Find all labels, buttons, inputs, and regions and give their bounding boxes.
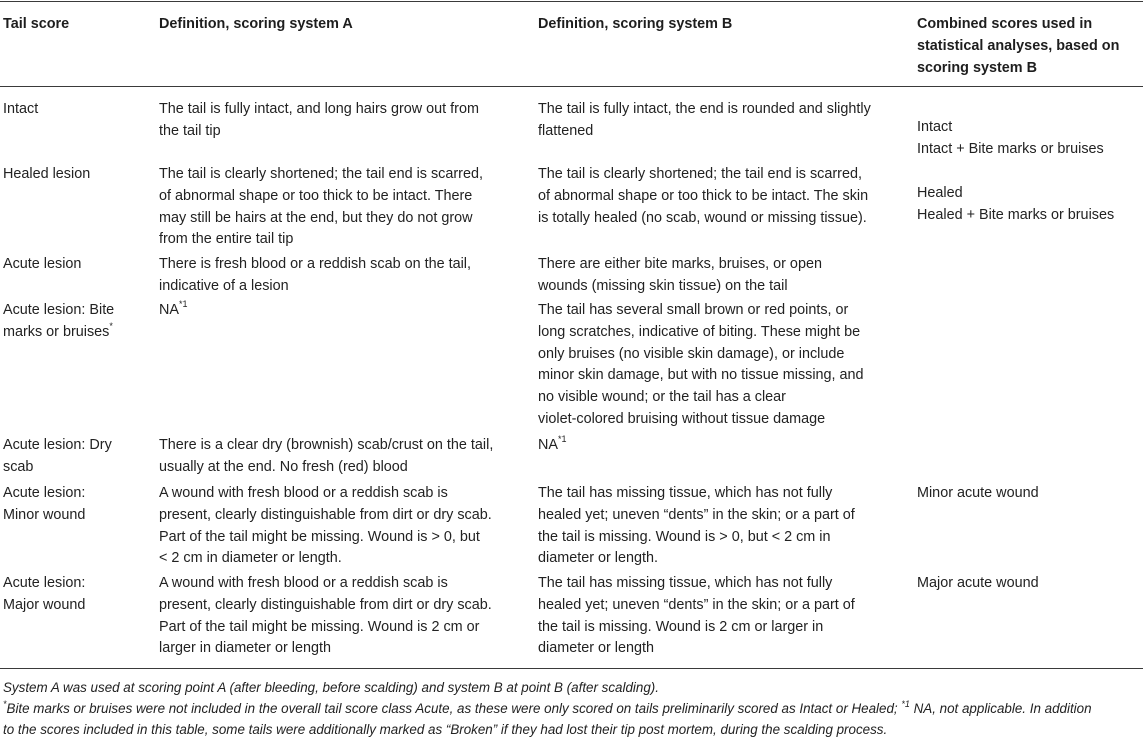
cell-line: of abnormal shape or too thick to be intact. The skin	[538, 187, 869, 204]
cell-line: < 2 cm in diameter or length.	[159, 550, 342, 567]
cell-line: present, clearly distinguishable from dirt or dry scab.	[159, 506, 492, 523]
cell-line: Acute lesion:	[3, 485, 86, 501]
bottom-rule	[0, 668, 1143, 669]
footnote-broken: to the scores included in this table, some tails were additionally marked as “Broken” if they had lost their tip post mortem, during the scalding process.	[3, 722, 888, 737]
row-intact-score	[3, 99, 38, 121]
cell-line: Part of the tail might be missing. Wound is 2 cm or	[159, 618, 480, 635]
row-minor-wound-b	[538, 483, 855, 570]
cell-line: healed yet; uneven “dents” in the skin; or a part of	[538, 596, 855, 613]
cell-line: Minor acute wound	[917, 485, 1039, 501]
header-combined	[917, 14, 1119, 79]
footnote-text: NA, not applicable. In addition	[909, 701, 1092, 716]
footnote-mark: *	[3, 698, 7, 709]
row-minor-wound-a	[159, 483, 492, 570]
cell-line: long scratches, indicative of biting. These might be	[538, 323, 861, 340]
row-acute-b	[538, 254, 822, 298]
cell-line: only bruises (no visible skin damage), or include	[538, 345, 845, 362]
cell-line: healed yet; uneven “dents” in the skin; or a part of	[538, 506, 855, 523]
cell-line: minor skin damage, but with no tissue missing, and	[538, 367, 864, 384]
row-minor-wound-combined	[917, 483, 1039, 505]
cell-text: NA	[159, 302, 179, 318]
cell-line: the tail is missing. Wound is 2 cm or larger in	[538, 618, 824, 635]
cell-line: Acute lesion: Dry	[3, 437, 112, 453]
header-system-b: Definition, scoring system B	[538, 16, 733, 32]
row-dry-scab-b	[538, 435, 567, 457]
cell-line	[538, 435, 567, 457]
cell-line: The tail is fully intact, the end is rounded and slightly	[538, 101, 871, 117]
cell-line: violet-colored bruising without tissue damage	[538, 410, 826, 427]
row-intact-b	[538, 99, 871, 143]
row-major-wound-a	[159, 573, 492, 660]
header-combined-line: scoring system B	[917, 59, 1037, 76]
cell-line: present, clearly distinguishable from dirt or dry scab.	[159, 596, 492, 613]
cell-line: There is fresh blood or a reddish scab on the tail,	[159, 256, 471, 272]
header-tail-score: Tail score	[3, 16, 70, 32]
cell-line: scab	[3, 458, 34, 475]
cell-line: is totally healed (no scab, wound or missing tissue).	[538, 209, 867, 226]
cell-line: Healed lesion	[3, 166, 91, 182]
cell-text: NA	[538, 437, 558, 453]
footnote-bite	[3, 698, 1092, 720]
row-healed-b	[538, 164, 868, 229]
cell-line: The tail has several small brown or red points, or	[538, 302, 849, 318]
cell-line: The tail has missing tissue, which has not fully	[538, 575, 833, 591]
footnote-text: Bite marks or bruises were not included in the overall tail score class Acute, as these were only scored on tails preliminarily scored as Intact or Healed;	[6, 701, 902, 716]
row-major-wound-combined	[917, 573, 1039, 595]
cell-line: Healed + Bite marks or bruises	[917, 206, 1115, 223]
cell-line: usually at the end. No fresh (red) blood	[159, 458, 408, 475]
footnote-system: System A was used at scoring point A (after bleeding, before scalding) and system B at point B (after scalding).	[3, 680, 659, 695]
cell-line: The tail is clearly shortened; the tail end is scarred,	[538, 166, 862, 182]
cell-line: no visible wound; or the tail has a clear	[538, 389, 786, 406]
footnote-mark: *1	[901, 698, 910, 709]
cell-line: Healed	[917, 185, 963, 201]
cell-line: A wound with fresh blood or a reddish scab is	[159, 485, 448, 501]
row-acute-score	[3, 254, 81, 276]
row-acute-a	[159, 254, 471, 298]
row-bite-b	[538, 300, 864, 431]
header-rule	[0, 86, 1143, 87]
row-healed-score	[3, 164, 90, 186]
row-major-wound-b	[538, 573, 855, 660]
cell-line: from the entire tail tip	[159, 231, 294, 248]
footnote-mark: *	[109, 321, 113, 331]
row-bite-a	[159, 300, 188, 322]
combined-group-healed	[917, 183, 1114, 227]
cell-line: Intact	[917, 119, 953, 135]
cell-line: Major acute wound	[917, 575, 1039, 591]
cell-line: of abnormal shape or too thick to be intact. There	[159, 187, 473, 204]
cell-line: Acute lesion: Bite	[3, 302, 115, 318]
cell-line: diameter or length	[538, 640, 654, 657]
cell-line: The tail is fully intact, and long hairs grow out from	[159, 101, 479, 117]
cell-line: Major wound	[3, 596, 86, 613]
cell-line: larger in diameter or length	[159, 640, 331, 657]
cell-line: There is a clear dry (brownish) scab/crust on the tail,	[159, 437, 494, 453]
combined-group-intact	[917, 117, 1104, 161]
cell-line: A wound with fresh blood or a reddish scab is	[159, 575, 448, 591]
row-minor-wound-score	[3, 483, 85, 527]
cell-line: There are either bite marks, bruises, or open	[538, 256, 822, 272]
cell-line: indicative of a lesion	[159, 277, 289, 294]
top-rule	[0, 1, 1143, 2]
footnote-mark: *1	[558, 434, 567, 445]
cell-line: the tail tip	[159, 122, 221, 139]
cell-line: may still be hairs at the end, but they do not grow	[159, 209, 473, 226]
footnote-mark: *1	[179, 299, 188, 310]
row-dry-scab-a	[159, 435, 493, 479]
cell-line	[3, 322, 114, 344]
cell-line: Intact + Bite marks or bruises	[917, 140, 1104, 157]
row-dry-scab-score	[3, 435, 112, 479]
cell-line: wounds (missing skin tissue) on the tail	[538, 277, 788, 294]
cell-line: Minor wound	[3, 506, 86, 523]
row-intact-a	[159, 99, 479, 143]
cell-text: marks or bruises	[3, 323, 110, 340]
cell-line: Intact	[3, 101, 39, 117]
cell-line: The tail has missing tissue, which has not fully	[538, 485, 833, 501]
cell-line: The tail is clearly shortened; the tail end is scarred,	[159, 166, 483, 182]
row-bite-score	[3, 300, 114, 344]
row-major-wound-score	[3, 573, 85, 617]
header-combined-line: Combined scores used in	[917, 16, 1093, 32]
row-healed-a	[159, 164, 483, 251]
header-system-a: Definition, scoring system A	[159, 16, 353, 32]
cell-line: diameter or length.	[538, 550, 658, 567]
cell-line: Acute lesion	[3, 256, 82, 272]
cell-line	[159, 300, 188, 322]
cell-line: Part of the tail might be missing. Wound is > 0, but	[159, 528, 480, 545]
header-combined-line: statistical analyses, based on	[917, 37, 1120, 54]
cell-line: the tail is missing. Wound is > 0, but < 2 cm in	[538, 528, 831, 545]
cell-line: Acute lesion:	[3, 575, 86, 591]
cell-line: flattened	[538, 122, 594, 139]
